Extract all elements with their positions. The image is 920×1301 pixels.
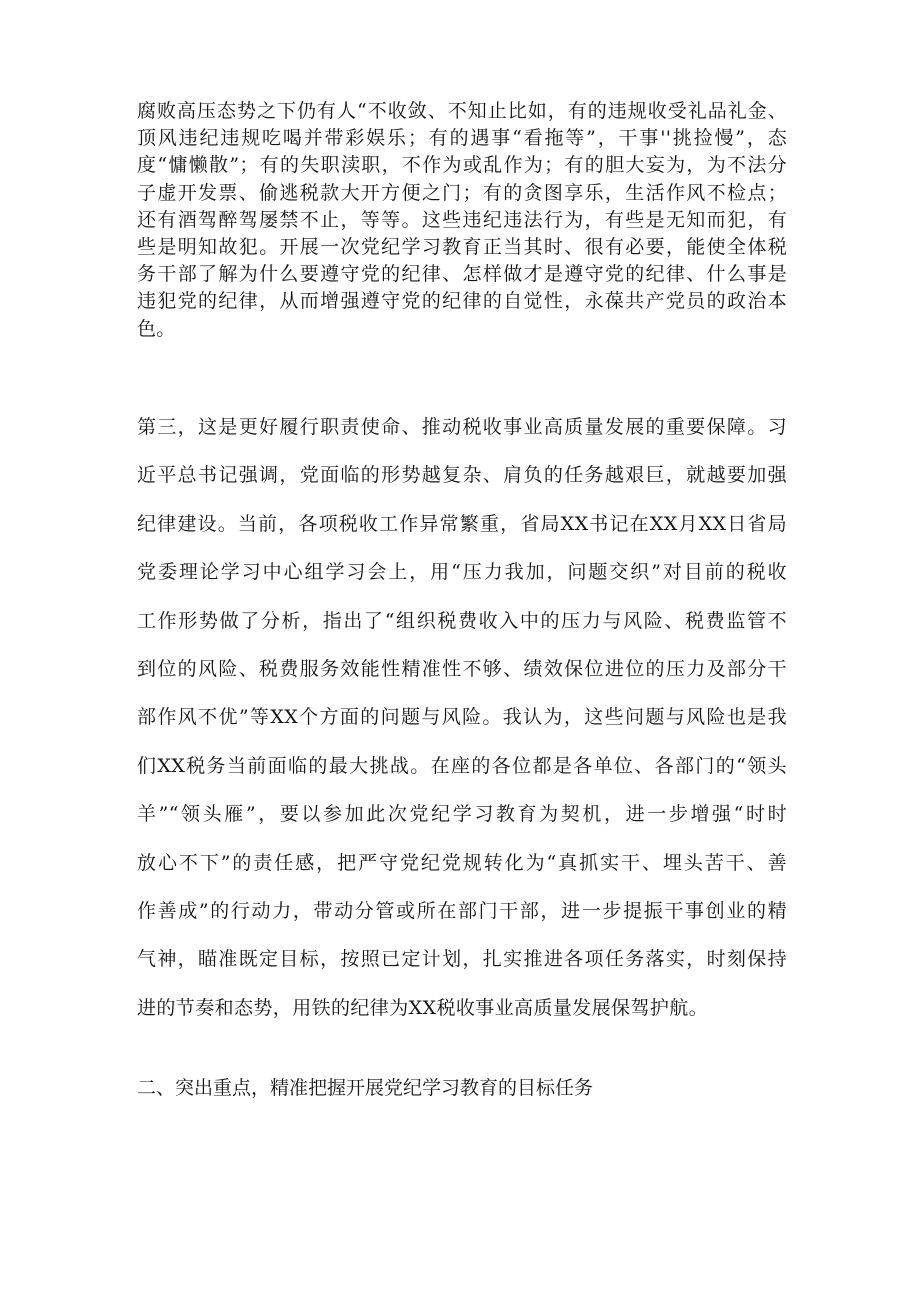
- text-line: 些是明知故犯。开展一次党纪学习教育正当其时、很有必要，能使全体税: [137, 236, 787, 259]
- text-line: 工作形势做了分析，指出了“组织税费收入中的压力与风险、税费监管不: [137, 609, 787, 632]
- text-line: 第三，这是更好履行职责使命、推动税收事业高质量发展的重要保障。习: [137, 416, 787, 438]
- text-line: 气神，瞄准既定目标，按照已定计划，扎实推进各项任务落实，时刻保持: [137, 948, 787, 971]
- section-heading: 二、突出重点，精准把握开展党纪学习教育的目标任务: [137, 1077, 594, 1099]
- text-line: 到位的风险、税费服务效能性精准性不够、绩效保位进位的压力及部分干: [137, 658, 787, 681]
- text-line: 违犯党的纪律，从而增强遵守党的纪律的自觉性，永葆共产党员的政治本: [137, 290, 787, 313]
- text-line: 顶风违纪违规吃喝并带彩娱乐；有的遇事“看拖等”，干事''挑捡慢”，态: [137, 127, 787, 150]
- paragraph-discipline-violations: [137, 98, 787, 343]
- text-line: 放心不下”的责任感，把严守党纪党规转化为“真抓实干、埋头苦干、善: [137, 851, 787, 874]
- text-line: 还有酒驾醉驾屡禁不止，等等。这些违纪违法行为，有些是无知而犯，有: [137, 208, 787, 231]
- text-line: 色。: [137, 317, 176, 340]
- text-line: 腐败高压态势之下仍有人“不收敛、不知止比如，有的违规收受礼品礼金、: [137, 100, 787, 122]
- text-line: 近平总书记强调，党面临的形势越复杂、肩负的任务越艰巨，就越要加强: [137, 464, 787, 487]
- text-line: 进的节奏和态势，用铁的纪律为XX税收事业高质量发展保驾护航。: [137, 996, 709, 1019]
- text-line: 作善成”的行动力，带动分管或所在部门干部，进一步提振干事创业的精: [137, 900, 787, 923]
- text-line: 们XX税务当前面临的最大挑战。在座的各位都是各单位、各部门的“领头: [137, 754, 787, 777]
- text-line: 度“慵懒散”；有的失职渎职，不作为或乱作为；有的胆大妄为，为不法分: [137, 154, 787, 177]
- text-line: 羊”“领头雁”，要以参加此次党纪学习教育为契机，进一步增强“时时: [137, 803, 787, 826]
- text-line: 务干部了解为什么要遵守党的纪律、怎样做才是遵守党的纪律、什么事是: [137, 263, 787, 286]
- paragraph-third-point: [137, 403, 787, 1032]
- text-line: 党委理论学习中心组学习会上，用“压力我加，问题交织”对目前的税收: [137, 561, 787, 584]
- text-line: 部作风不优”等XX个方面的问题与风险。我认为，这些问题与风险也是我: [137, 706, 787, 729]
- text-line: 纪律建设。当前，各项税收工作异常繁重，省局XX书记在XX月XX日省局: [137, 512, 787, 535]
- text-line: 子虚开发票、偷逃税款大开方便之门；有的贪图享乐，生活作风不检点；: [137, 181, 787, 204]
